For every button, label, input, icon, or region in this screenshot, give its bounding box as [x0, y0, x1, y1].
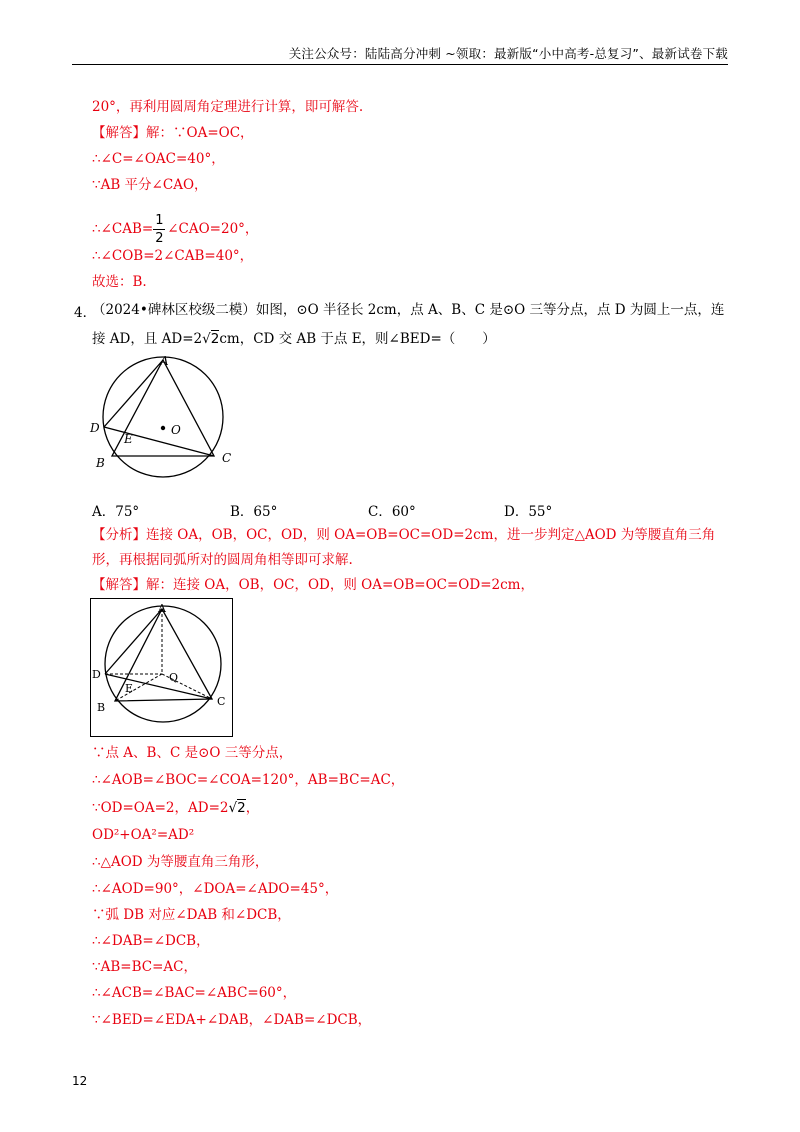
figure-label-a: A: [160, 354, 169, 368]
option-b: B．65°: [230, 504, 278, 520]
solution-label-a: A: [158, 602, 166, 615]
prev-solution-line-2: 【解答】解：∵OA=OC，: [92, 125, 254, 141]
prev-solution-line-7: 故选：B.: [92, 274, 147, 290]
prev-solution-line-3: ∴∠C=∠OAC=40°，: [92, 151, 225, 167]
figure-segment-dc: [104, 427, 214, 456]
solution-step-8: ∴∠DAB=∠DCB，: [92, 933, 210, 949]
sqrt-sign: √: [202, 331, 211, 347]
figure-segment-ad: [104, 360, 163, 427]
prev-solution-line-1: 20°，再利用圆周角定理进行计算，即可解答.: [92, 99, 364, 115]
prev-solution-line-4: ∵AB 平分∠CAO，: [92, 177, 208, 193]
sqrt-sign: √: [228, 800, 238, 816]
option-c: C．60°: [368, 504, 416, 520]
solution-label-c: C: [217, 695, 226, 708]
sqrt-radicand: 2: [210, 331, 220, 347]
question-figure: [84, 350, 254, 480]
analysis-line-1: 【分析】连接 OA，OB，OC，OD，则 OA=OB=OC=OD=2cm，进一步判定△AOD 为等腰直角三角: [92, 527, 716, 543]
solution-step-5: ∴△AOD 为等腰直角三角形，: [92, 854, 269, 870]
solution-step-10: ∴∠ACB=∠BAC=∠ABC=60°，: [92, 985, 297, 1001]
solution-label-e: E: [125, 682, 134, 695]
question-line-2-post: cm，CD 交 AB 于点 E，则∠BED=（ ）: [219, 331, 496, 347]
solution-segment-dc: [105, 674, 212, 699]
solution-step-7: ∵弧 DB 对应∠DAB 和∠DCB，: [92, 907, 291, 923]
figure-label-d: D: [90, 421, 100, 435]
solution-step-2: ∴∠AOB=∠BOC=∠COA=120°，AB=BC=AC，: [92, 772, 405, 788]
solution-label-o: Q: [169, 671, 179, 684]
figure-center-point: [161, 426, 165, 430]
figure-circle: [103, 357, 223, 477]
solution-step-4: OD²+OA²=AD²: [92, 827, 195, 843]
solution-circle: [105, 606, 221, 722]
solution-step-3-pre: ∵OD=OA=2，AD=2: [92, 800, 229, 816]
analysis-line-2: 形，再根据同弧所对的圆周角相等即可求解.: [92, 552, 353, 568]
solution-step-6: ∴∠AOD=90°，∠DOA=∠ADO=45°，: [92, 881, 339, 897]
solution-step-1: ∵点 A、B、C 是⊙O 三等分点，: [92, 745, 293, 761]
figure-label-c: C: [222, 451, 232, 465]
prev-solution-line-5-pre: ∴∠CAB=: [92, 221, 154, 237]
fraction-numerator: 1: [155, 213, 164, 228]
solution-step-3-post: ，: [245, 800, 260, 816]
page-header: [72, 42, 728, 65]
solution-step-3: [92, 799, 259, 817]
question-line-2-pre: 接 AD，且 AD=2: [92, 331, 203, 347]
option-a: A．75°: [92, 504, 140, 520]
prev-solution-line-5: [92, 213, 259, 246]
sqrt-radicand: 2: [237, 800, 246, 816]
figure-label-o: O: [171, 423, 181, 437]
solution-step-9: ∵AB=BC=AC，: [92, 959, 197, 975]
prev-solution-line-6: ∴∠COB=2∠CAB=40°，: [92, 248, 254, 264]
prev-solution-line-5-post: ∠CAO=20°，: [167, 221, 259, 237]
page-number: 12: [72, 1074, 88, 1088]
fraction-denominator: 2: [155, 231, 164, 246]
header-text: 关注公众号：陆陆高分冲刺 ~领取：最新版“小中高考-总复习”、最新试卷下载: [288, 46, 728, 61]
option-d: D．55°: [504, 504, 553, 520]
figure-label-e: E: [124, 432, 133, 446]
figure-label-b: B: [96, 456, 105, 470]
solution-line-1: 【解答】解：连接 OA，OB，OC，OD，则 OA=OB=OC=OD=2cm，: [92, 577, 534, 593]
solution-label-d: D: [92, 668, 101, 681]
solution-step-11: ∵∠BED=∠EDA+∠DAB，∠DAB=∠DCB，: [92, 1012, 372, 1028]
solution-label-b: B: [97, 701, 106, 714]
question-line-2: [92, 330, 496, 348]
solution-figure: [90, 598, 234, 738]
question-line-1: （2024•碑林区校级二模）如图，⊙O 半径长 2cm，点 A、B、C 是⊙O 三等分点，点 D 为圆上一点，连: [92, 302, 725, 318]
question-number: 4．: [74, 305, 97, 321]
